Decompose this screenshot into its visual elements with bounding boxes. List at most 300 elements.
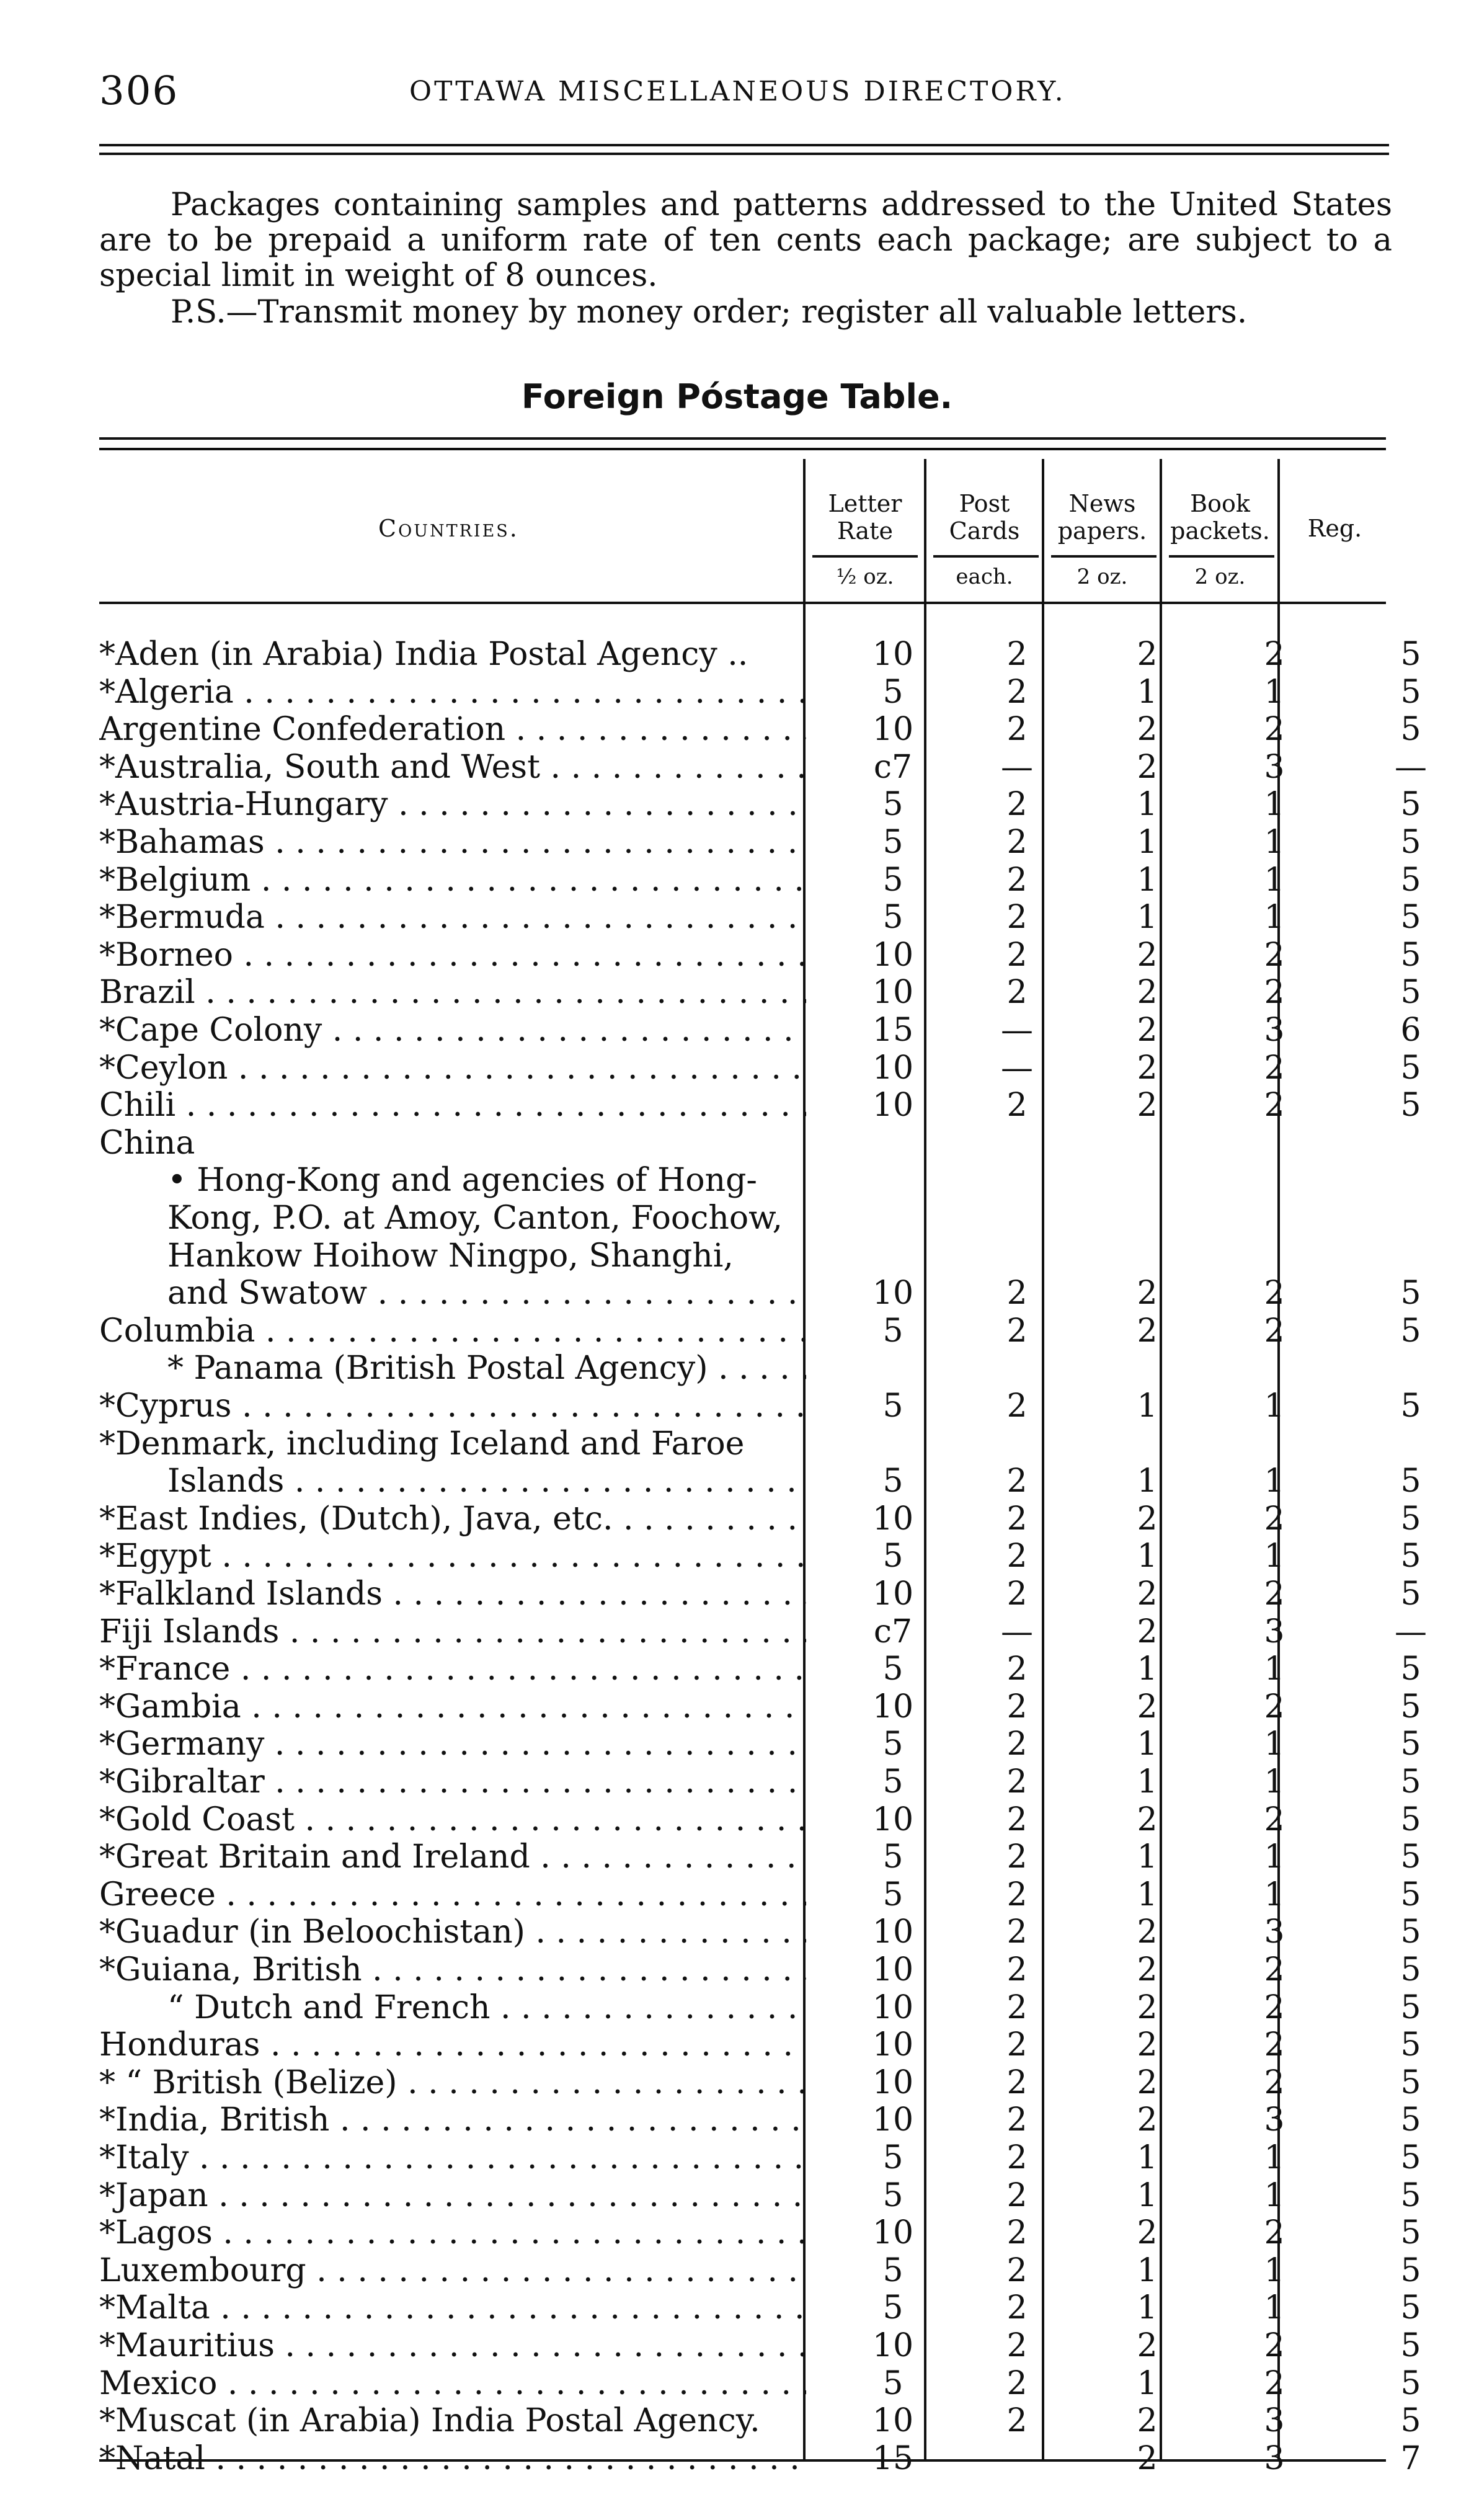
table-row [99, 974, 1421, 1011]
letter-rate-cell: 10 [872, 1913, 914, 1951]
newspapers-cell: 2 [1137, 1989, 1158, 2026]
letter-rate-cell: 5 [882, 786, 903, 823]
unit-rule-letter [812, 555, 918, 558]
post-cards-cell: 2 [1006, 1688, 1028, 1725]
newspapers-cell: 2 [1137, 711, 1158, 748]
newspapers-cell: 2 [1137, 974, 1158, 1011]
country-name: *Cyprus . . . [99, 1387, 806, 1425]
registration-cell: 5 [1400, 2327, 1421, 2364]
country-name: * Panama (British Postal Agency) . . . [99, 1350, 806, 1387]
registration-cell: 5 [1400, 2064, 1421, 2101]
post-cards-cell: 2 [1006, 1838, 1028, 1876]
letter-rate-cell: 5 [882, 862, 903, 899]
post-cards-cell: — [1001, 1613, 1033, 1650]
post-cards-cell: 2 [1006, 2101, 1028, 2139]
registration-cell: 5 [1400, 674, 1421, 711]
letter-rate-cell: 5 [882, 1650, 903, 1688]
registration-cell: 5 [1400, 1538, 1421, 1575]
letter-rate-cell: 5 [882, 1387, 903, 1425]
registration-cell: 5 [1400, 1312, 1421, 1350]
registration-cell: 5 [1400, 1387, 1421, 1425]
newspapers-cell: 1 [1137, 2252, 1158, 2289]
letter-rate-cell: 10 [872, 2214, 914, 2251]
country-name: • Hong-Kong and agencies of Hong- [167, 1162, 757, 1199]
table-row [99, 786, 1421, 823]
newspapers-cell: 1 [1137, 2289, 1158, 2326]
post-cards-cell: 2 [1006, 2365, 1028, 2402]
newspapers-cell: 1 [1137, 1763, 1158, 1801]
unit-news: 2 oz. [1077, 564, 1128, 589]
table-row [99, 2365, 1421, 2402]
header-letter-line2: Rate [837, 517, 893, 545]
book-packets-cell: 2 [1264, 711, 1285, 748]
book-packets-cell: 1 [1264, 1387, 1285, 1425]
post-cards-cell: 2 [1006, 1763, 1028, 1801]
table-row [99, 1763, 1421, 1801]
post-cards-cell: 2 [1006, 2327, 1028, 2364]
post-cards-cell: 2 [1006, 674, 1028, 711]
newspapers-cell: 2 [1137, 749, 1158, 786]
book-packets-cell: 1 [1264, 786, 1285, 823]
newspapers-cell: 2 [1137, 1012, 1158, 1049]
book-packets-cell: 2 [1264, 2214, 1285, 2251]
newspapers-cell: 2 [1137, 2402, 1158, 2439]
registration-cell: 5 [1400, 974, 1421, 1011]
post-cards-cell: 2 [1006, 2252, 1028, 2289]
letter-rate-cell: 10 [872, 2327, 914, 2364]
registration-cell: 5 [1400, 2365, 1421, 2402]
registration-cell: 5 [1400, 1801, 1421, 1838]
newspapers-cell: 1 [1137, 2365, 1158, 2402]
running-head: OTTAWA MISCELLANEOUS DIRECTORY. [409, 76, 1066, 107]
book-packets-cell: 2 [1264, 1087, 1285, 1124]
registration-cell: 5 [1400, 1575, 1421, 1613]
post-cards-cell: 2 [1006, 2139, 1028, 2176]
unit-post: each. [956, 564, 1013, 589]
newspapers-cell: 1 [1137, 862, 1158, 899]
letter-rate-cell: 5 [882, 1312, 903, 1350]
table-row [99, 2064, 1421, 2101]
letter-rate-cell: 15 [872, 2440, 914, 2477]
country-name: Brazil . . . [99, 974, 806, 1011]
newspapers-cell: 1 [1137, 1387, 1158, 1425]
page-header [99, 68, 1389, 112]
table-row [99, 2289, 1421, 2326]
unit-rule-post [933, 555, 1039, 558]
table-row [99, 2139, 1421, 2176]
registration-cell: 5 [1400, 1688, 1421, 1725]
book-packets-cell: 2 [1264, 2026, 1285, 2064]
table-row [99, 1913, 1421, 1951]
post-cards-cell: 2 [1006, 862, 1028, 899]
post-cards-cell: 2 [1006, 937, 1028, 974]
book-packets-cell: 1 [1264, 1876, 1285, 1913]
letter-rate-cell: 5 [882, 1838, 903, 1876]
country-name: *Malta . . . [99, 2289, 806, 2326]
book-packets-cell: 2 [1264, 1951, 1285, 1988]
table-row [99, 824, 1421, 861]
newspapers-cell: 2 [1137, 1575, 1158, 1613]
header-letter-rate [806, 490, 924, 545]
registration-cell: 5 [1400, 2101, 1421, 2139]
table-row [99, 1312, 1421, 1350]
header-reg: Reg. [1307, 515, 1362, 542]
table-row [99, 711, 1421, 748]
post-cards-cell: 2 [1006, 1275, 1028, 1312]
country-name: *France . . . [99, 1650, 806, 1688]
table-row [99, 1725, 1421, 1763]
registration-cell: 5 [1400, 1951, 1421, 1988]
table-row [99, 1801, 1421, 1838]
country-name: * “ British (Belize) . . . [99, 2064, 806, 2101]
book-packets-cell: 1 [1264, 1538, 1285, 1575]
newspapers-cell: 2 [1137, 937, 1158, 974]
header-news-line2: papers. [1057, 517, 1147, 545]
newspapers-cell: 1 [1137, 2177, 1158, 2214]
post-cards-cell: 2 [1006, 2177, 1028, 2214]
book-packets-cell: 2 [1264, 2327, 1285, 2364]
letter-rate-cell: 10 [872, 1801, 914, 1838]
table-row [99, 937, 1421, 974]
country-name: *Muscat (in Arabia) India Postal Agency. [99, 2402, 760, 2439]
registration-cell: 5 [1400, 2289, 1421, 2326]
letter-rate-cell: 10 [872, 974, 914, 1011]
letter-rate-cell: 5 [882, 674, 903, 711]
unit-book: 2 oz. [1194, 564, 1246, 589]
registration-cell: 5 [1400, 2402, 1421, 2439]
table-row [99, 1012, 1421, 1049]
country-name: *Gambia . . . [99, 1688, 806, 1725]
newspapers-cell: 2 [1137, 2214, 1158, 2251]
country-name: Kong, P.O. at Amoy, Canton, Foochow, [167, 1200, 783, 1237]
registration-cell: 5 [1400, 937, 1421, 974]
letter-rate-cell: 10 [872, 2064, 914, 2101]
table-row [99, 1650, 1421, 1688]
newspapers-cell: 2 [1137, 2101, 1158, 2139]
newspapers-cell: 2 [1137, 1688, 1158, 1725]
book-packets-cell: 3 [1264, 2101, 1285, 2139]
letter-rate-cell: 10 [872, 1275, 914, 1312]
letter-rate-cell: 10 [872, 1688, 914, 1725]
newspapers-cell: 1 [1137, 786, 1158, 823]
country-name: *Gold Coast . . . [99, 1801, 806, 1838]
book-packets-cell: 1 [1264, 1725, 1285, 1763]
post-cards-cell: 2 [1006, 2064, 1028, 2101]
table-header-rule [99, 602, 1386, 604]
letter-rate-cell: 5 [882, 2289, 903, 2326]
letter-rate-cell: 10 [872, 1951, 914, 1988]
table-row [99, 1951, 1421, 1988]
post-cards-cell: 2 [1006, 2214, 1028, 2251]
book-packets-cell: 2 [1264, 1989, 1285, 2026]
country-name: *Guadur (in Beloochistan) . . . [99, 1913, 806, 1951]
table-row [99, 2252, 1421, 2289]
table-row [99, 1350, 1389, 1387]
post-cards-cell: 2 [1006, 1913, 1028, 1951]
letter-rate-cell: 5 [882, 2252, 903, 2289]
letter-rate-cell: 10 [872, 711, 914, 748]
letter-rate-cell: 15 [872, 1012, 914, 1049]
table-row [99, 1876, 1421, 1913]
country-name: Fiji Islands . . . [99, 1613, 806, 1650]
registration-cell: 5 [1400, 1650, 1421, 1688]
country-name: *Austria-Hungary . . . [99, 786, 806, 823]
table-row [99, 862, 1421, 899]
book-packets-cell: 2 [1264, 1500, 1285, 1538]
newspapers-cell: 1 [1137, 674, 1158, 711]
header-post-line2: Cards [949, 517, 1020, 545]
newspapers-cell: 2 [1137, 1500, 1158, 1538]
letter-rate-cell: 5 [882, 2139, 903, 2176]
book-packets-cell: 1 [1264, 2252, 1285, 2289]
letter-rate-cell: 10 [872, 2101, 914, 2139]
country-name: Honduras . . . [99, 2026, 806, 2064]
registration-cell: 5 [1400, 1275, 1421, 1312]
country-name: *Denmark, including Iceland and Faroe [99, 1425, 745, 1463]
country-name: *Egypt . . . [99, 1538, 806, 1575]
post-cards-cell: — [1001, 1012, 1033, 1049]
registration-cell: — [1395, 749, 1427, 786]
country-name: Islands . . . [99, 1463, 806, 1500]
country-name: Luxembourg . . . [99, 2252, 806, 2289]
country-name: *Italy . . . [99, 2139, 806, 2176]
table-row [99, 1688, 1421, 1725]
country-name: *Algeria . . . [99, 674, 806, 711]
country-name: *Guiana, British . . . [99, 1951, 806, 1988]
newspapers-cell: 1 [1137, 1876, 1158, 1913]
post-cards-cell: 2 [1006, 1087, 1028, 1124]
post-cards-cell: 2 [1006, 1951, 1028, 1988]
table-row [99, 1463, 1421, 1500]
book-packets-cell: 2 [1264, 1801, 1285, 1838]
table-title: Foreign Póstage Table. [521, 377, 953, 416]
letter-rate-cell: 10 [872, 2026, 914, 2064]
registration-cell: 5 [1400, 1725, 1421, 1763]
newspapers-cell: 1 [1137, 2139, 1158, 2176]
table-row [99, 1838, 1421, 1876]
letter-rate-cell: 10 [872, 1989, 914, 2026]
table-row [99, 2214, 1421, 2251]
intro-paragraph-samples: Packages containing samples and patterns addressed to the United States are to be prepaid a uniform rate of ten cents each package; are subject to a special limit in weight of 8 ounces. [99, 187, 1392, 294]
book-packets-cell: 2 [1264, 1312, 1285, 1350]
intro-text [99, 187, 1392, 330]
newspapers-cell: 1 [1137, 824, 1158, 861]
country-name: Chili . . . [99, 1087, 806, 1124]
header-letter-line1: Letter [828, 490, 902, 517]
country-name: *Japan . . . [99, 2177, 806, 2214]
newspapers-cell: 1 [1137, 1725, 1158, 1763]
book-packets-cell: 3 [1264, 2402, 1285, 2439]
post-cards-cell: 2 [1006, 711, 1028, 748]
country-name: *Lagos . . . [99, 2214, 806, 2251]
country-name: China [99, 1124, 195, 1162]
intro-paragraph-ps: P.S.—Transmit money by money order; register all valuable letters. [171, 294, 1248, 331]
book-packets-cell: 2 [1264, 2064, 1285, 2101]
table-row [99, 2101, 1421, 2139]
table-top-rule [99, 437, 1386, 440]
newspapers-cell: 2 [1137, 1312, 1158, 1350]
header-rule-bottom [99, 153, 1389, 155]
newspapers-cell: 2 [1137, 1613, 1158, 1650]
post-cards-cell: — [1001, 2440, 1033, 2477]
post-cards-cell: 2 [1006, 1387, 1028, 1425]
newspapers-cell: 2 [1137, 1087, 1158, 1124]
registration-cell: 5 [1400, 899, 1421, 936]
letter-rate-cell: 10 [872, 636, 914, 673]
table-row [99, 1200, 1389, 1237]
book-packets-cell: 1 [1264, 2139, 1285, 2176]
letter-rate-cell: 10 [872, 1500, 914, 1538]
country-name: *Belgium . . . [99, 862, 806, 899]
post-cards-cell: 2 [1006, 2026, 1028, 2064]
book-packets-cell: 3 [1264, 1012, 1285, 1049]
registration-cell: 5 [1400, 1049, 1421, 1087]
book-packets-cell: 2 [1264, 1275, 1285, 1312]
post-cards-cell: 2 [1006, 974, 1028, 1011]
country-name: Mexico . . . [99, 2365, 806, 2402]
country-name: *Natal . . . [99, 2440, 806, 2477]
letter-rate-cell: 5 [882, 2177, 903, 2214]
table-row [99, 1425, 1389, 1463]
book-packets-cell: 2 [1264, 937, 1285, 974]
registration-cell: 5 [1400, 824, 1421, 861]
letter-rate-cell: 5 [882, 1538, 903, 1575]
post-cards-cell: 2 [1006, 636, 1028, 673]
letter-rate-cell: 5 [882, 1763, 903, 1801]
country-name: *Cape Colony . . . [99, 1012, 806, 1049]
table-row [99, 1237, 1389, 1275]
post-cards-cell: 2 [1006, 1575, 1028, 1613]
table-row [99, 1613, 1427, 1650]
country-name: “ Dutch and French . . . [99, 1989, 806, 2026]
post-cards-cell: 2 [1006, 1500, 1028, 1538]
letter-rate-cell: 5 [882, 1725, 903, 1763]
table-row [99, 1049, 1421, 1087]
registration-cell: 6 [1400, 1012, 1421, 1049]
table-row [99, 1575, 1421, 1613]
newspapers-cell: 2 [1137, 2064, 1158, 2101]
country-name: *Mauritius . . . [99, 2327, 806, 2364]
registration-cell: 5 [1400, 2139, 1421, 2176]
letter-rate-cell: 5 [882, 824, 903, 861]
country-name: *Germany . . . [99, 1725, 806, 1763]
registration-cell: 5 [1400, 1838, 1421, 1876]
registration-cell: 5 [1400, 636, 1421, 673]
table-row [99, 749, 1427, 786]
unit-letter: ½ oz. [836, 564, 894, 589]
table-row [99, 899, 1421, 936]
book-packets-cell: 1 [1264, 2289, 1285, 2326]
table-row [99, 2402, 1421, 2439]
table-row [99, 636, 1421, 673]
country-name: *Bermuda . . . [99, 899, 806, 936]
registration-cell: 5 [1400, 862, 1421, 899]
header-rule-top [99, 144, 1389, 146]
newspapers-cell: 2 [1137, 2026, 1158, 2064]
table-top-rule-2 [99, 448, 1386, 450]
letter-rate-cell: 10 [872, 1049, 914, 1087]
newspapers-cell: 1 [1137, 899, 1158, 936]
registration-cell: 5 [1400, 1463, 1421, 1500]
book-packets-cell: 2 [1264, 974, 1285, 1011]
unit-rule-book [1169, 555, 1274, 558]
registration-cell: 5 [1400, 2252, 1421, 2289]
post-cards-cell: 2 [1006, 1801, 1028, 1838]
header-post-line1: Post [959, 490, 1010, 517]
newspapers-cell: 1 [1137, 1538, 1158, 1575]
registration-cell: 5 [1400, 1876, 1421, 1913]
book-packets-cell: 1 [1264, 1463, 1285, 1500]
registration-cell: 5 [1400, 2026, 1421, 2064]
registration-cell: — [1395, 1613, 1427, 1650]
book-packets-cell: 1 [1264, 674, 1285, 711]
country-name: *Bahamas . . . [99, 824, 806, 861]
country-name: Columbia . . . [99, 1312, 806, 1350]
post-cards-cell: 2 [1006, 899, 1028, 936]
registration-cell: 5 [1400, 1500, 1421, 1538]
header-news-papers [1045, 490, 1160, 545]
registration-cell: 5 [1400, 1087, 1421, 1124]
book-packets-cell: 1 [1264, 824, 1285, 861]
newspapers-cell: 2 [1137, 636, 1158, 673]
book-packets-cell: 2 [1264, 1049, 1285, 1087]
newspapers-cell: 1 [1137, 1463, 1158, 1500]
letter-rate-cell: 5 [882, 1876, 903, 1913]
newspapers-cell: 2 [1137, 1913, 1158, 1951]
book-packets-cell: 2 [1264, 636, 1285, 673]
registration-cell: 5 [1400, 786, 1421, 823]
registration-cell: 7 [1400, 2440, 1421, 2477]
letter-rate-cell: 5 [882, 899, 903, 936]
country-name: *Gibraltar . . . [99, 1763, 806, 1801]
table-row [99, 2440, 1421, 2477]
newspapers-cell: 1 [1137, 1838, 1158, 1876]
post-cards-cell: 2 [1006, 2289, 1028, 2326]
table-row [99, 1087, 1421, 1124]
registration-cell: 5 [1400, 2177, 1421, 2214]
post-cards-cell: — [1001, 749, 1033, 786]
table-row [99, 674, 1421, 711]
table-row [99, 1275, 1421, 1312]
table-row [99, 2177, 1421, 2214]
newspapers-cell: 2 [1137, 1275, 1158, 1312]
post-cards-cell: 2 [1006, 1312, 1028, 1350]
post-cards-cell: 2 [1006, 1463, 1028, 1500]
newspapers-cell: 1 [1137, 1650, 1158, 1688]
table-row [99, 1124, 1389, 1162]
post-cards-cell: 2 [1006, 1725, 1028, 1763]
country-name: *Australia, South and West . . . [99, 749, 806, 786]
post-cards-cell: 2 [1006, 1538, 1028, 1575]
book-packets-cell: 1 [1264, 1763, 1285, 1801]
country-name: *India, British . . . [99, 2101, 806, 2139]
book-packets-cell: 3 [1264, 1613, 1285, 1650]
table-row [99, 1162, 1389, 1199]
letter-rate-cell: 10 [872, 1087, 914, 1124]
newspapers-cell: 2 [1137, 2440, 1158, 2477]
country-name: Greece . . . [99, 1876, 806, 1913]
book-packets-cell: 3 [1264, 749, 1285, 786]
header-book-line1: Book [1190, 490, 1250, 517]
country-name: Argentine Confederation . . . [99, 711, 806, 748]
registration-cell: 5 [1400, 2214, 1421, 2251]
table-row [99, 2026, 1421, 2064]
country-name: Hankow Hoihow Ningpo, Shanghi, [167, 1237, 734, 1275]
newspapers-cell: 2 [1137, 1951, 1158, 1988]
newspapers-cell: 2 [1137, 1049, 1158, 1087]
letter-rate-cell: 5 [882, 1463, 903, 1500]
book-packets-cell: 1 [1264, 1650, 1285, 1688]
